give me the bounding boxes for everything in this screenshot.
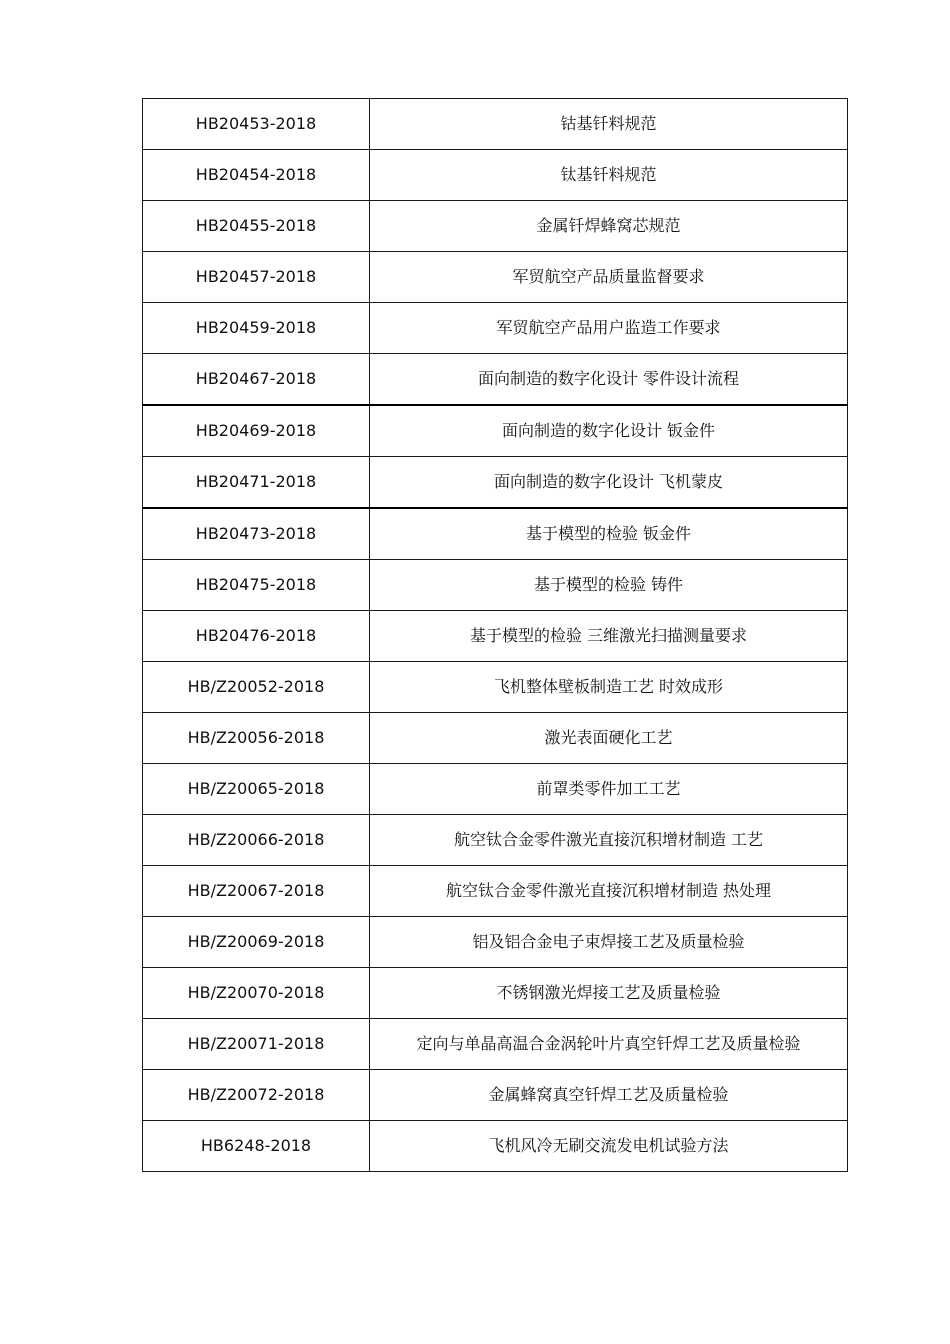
table-row [143, 354, 848, 406]
standard-code-cell: HB20455-2018 [143, 201, 370, 252]
standard-code-cell: HB20453-2018 [143, 99, 370, 150]
standard-title-cell: 飞机风冷无刷交流发电机试验方法 [370, 1121, 848, 1172]
standard-title-cell: 基于模型的检验 钣金件 [370, 508, 848, 560]
standard-code-cell: HB/Z20067-2018 [143, 866, 370, 917]
standard-code-cell: HB/Z20066-2018 [143, 815, 370, 866]
table-row [143, 917, 848, 968]
standard-title-cell: 钛基钎料规范 [370, 150, 848, 201]
standard-title-cell: 面向制造的数字化设计 飞机蒙皮 [370, 457, 848, 509]
table-row [143, 611, 848, 662]
standard-code-cell: HB20457-2018 [143, 252, 370, 303]
standard-code-cell: HB20469-2018 [143, 405, 370, 457]
table-row [143, 1121, 848, 1172]
table-row [143, 764, 848, 815]
table-row [143, 252, 848, 303]
standard-code-cell: HB20459-2018 [143, 303, 370, 354]
standard-code-cell: HB/Z20065-2018 [143, 764, 370, 815]
standard-code-cell: HB20475-2018 [143, 560, 370, 611]
table-row [143, 713, 848, 764]
standard-title-cell: 基于模型的检验 铸件 [370, 560, 848, 611]
table-row [143, 150, 848, 201]
table-row [143, 201, 848, 252]
standard-code-cell: HB20473-2018 [143, 508, 370, 560]
standard-title-cell: 钴基钎料规范 [370, 99, 848, 150]
standard-title-cell: 面向制造的数字化设计 零件设计流程 [370, 354, 848, 406]
table-row [143, 866, 848, 917]
standard-title-cell: 军贸航空产品质量监督要求 [370, 252, 848, 303]
standard-title-cell: 铝及铝合金电子束焊接工艺及质量检验 [370, 917, 848, 968]
standard-title-cell: 军贸航空产品用户监造工作要求 [370, 303, 848, 354]
standard-code-cell: HB/Z20072-2018 [143, 1070, 370, 1121]
table-row [143, 303, 848, 354]
standard-title-cell: 面向制造的数字化设计 钣金件 [370, 405, 848, 457]
standard-code-cell: HB20471-2018 [143, 457, 370, 509]
table-row [143, 968, 848, 1019]
standard-title-cell: 航空钛合金零件激光直接沉积增材制造 工艺 [370, 815, 848, 866]
standard-title-cell: 激光表面硬化工艺 [370, 713, 848, 764]
table-row [143, 1070, 848, 1121]
standard-title-cell: 金属蜂窝真空钎焊工艺及质量检验 [370, 1070, 848, 1121]
standard-code-cell: HB20476-2018 [143, 611, 370, 662]
standard-code-cell: HB/Z20052-2018 [143, 662, 370, 713]
table-row [143, 815, 848, 866]
standard-title-cell: 前罩类零件加工工艺 [370, 764, 848, 815]
standard-code-cell: HB20454-2018 [143, 150, 370, 201]
table-row [143, 457, 848, 509]
standard-title-cell: 不锈钢激光焊接工艺及质量检验 [370, 968, 848, 1019]
standard-code-cell: HB6248-2018 [143, 1121, 370, 1172]
standard-code-cell: HB/Z20056-2018 [143, 713, 370, 764]
standard-code-cell: HB20467-2018 [143, 354, 370, 406]
standard-title-cell: 金属钎焊蜂窝芯规范 [370, 201, 848, 252]
standard-code-cell: HB/Z20070-2018 [143, 968, 370, 1019]
standard-title-cell: 飞机整体壁板制造工艺 时效成形 [370, 662, 848, 713]
table-row [143, 1019, 848, 1070]
table-row [143, 662, 848, 713]
standard-title-cell: 定向与单晶高温合金涡轮叶片真空钎焊工艺及质量检验 [370, 1019, 848, 1070]
table-row [143, 99, 848, 150]
table-row [143, 405, 848, 457]
table-row [143, 560, 848, 611]
standard-code-cell: HB/Z20069-2018 [143, 917, 370, 968]
table-row [143, 508, 848, 560]
standards-table [142, 98, 848, 1172]
standards-table-body [143, 99, 848, 1172]
standard-title-cell: 航空钛合金零件激光直接沉积增材制造 热处理 [370, 866, 848, 917]
standard-code-cell: HB/Z20071-2018 [143, 1019, 370, 1070]
standard-title-cell: 基于模型的检验 三维激光扫描测量要求 [370, 611, 848, 662]
